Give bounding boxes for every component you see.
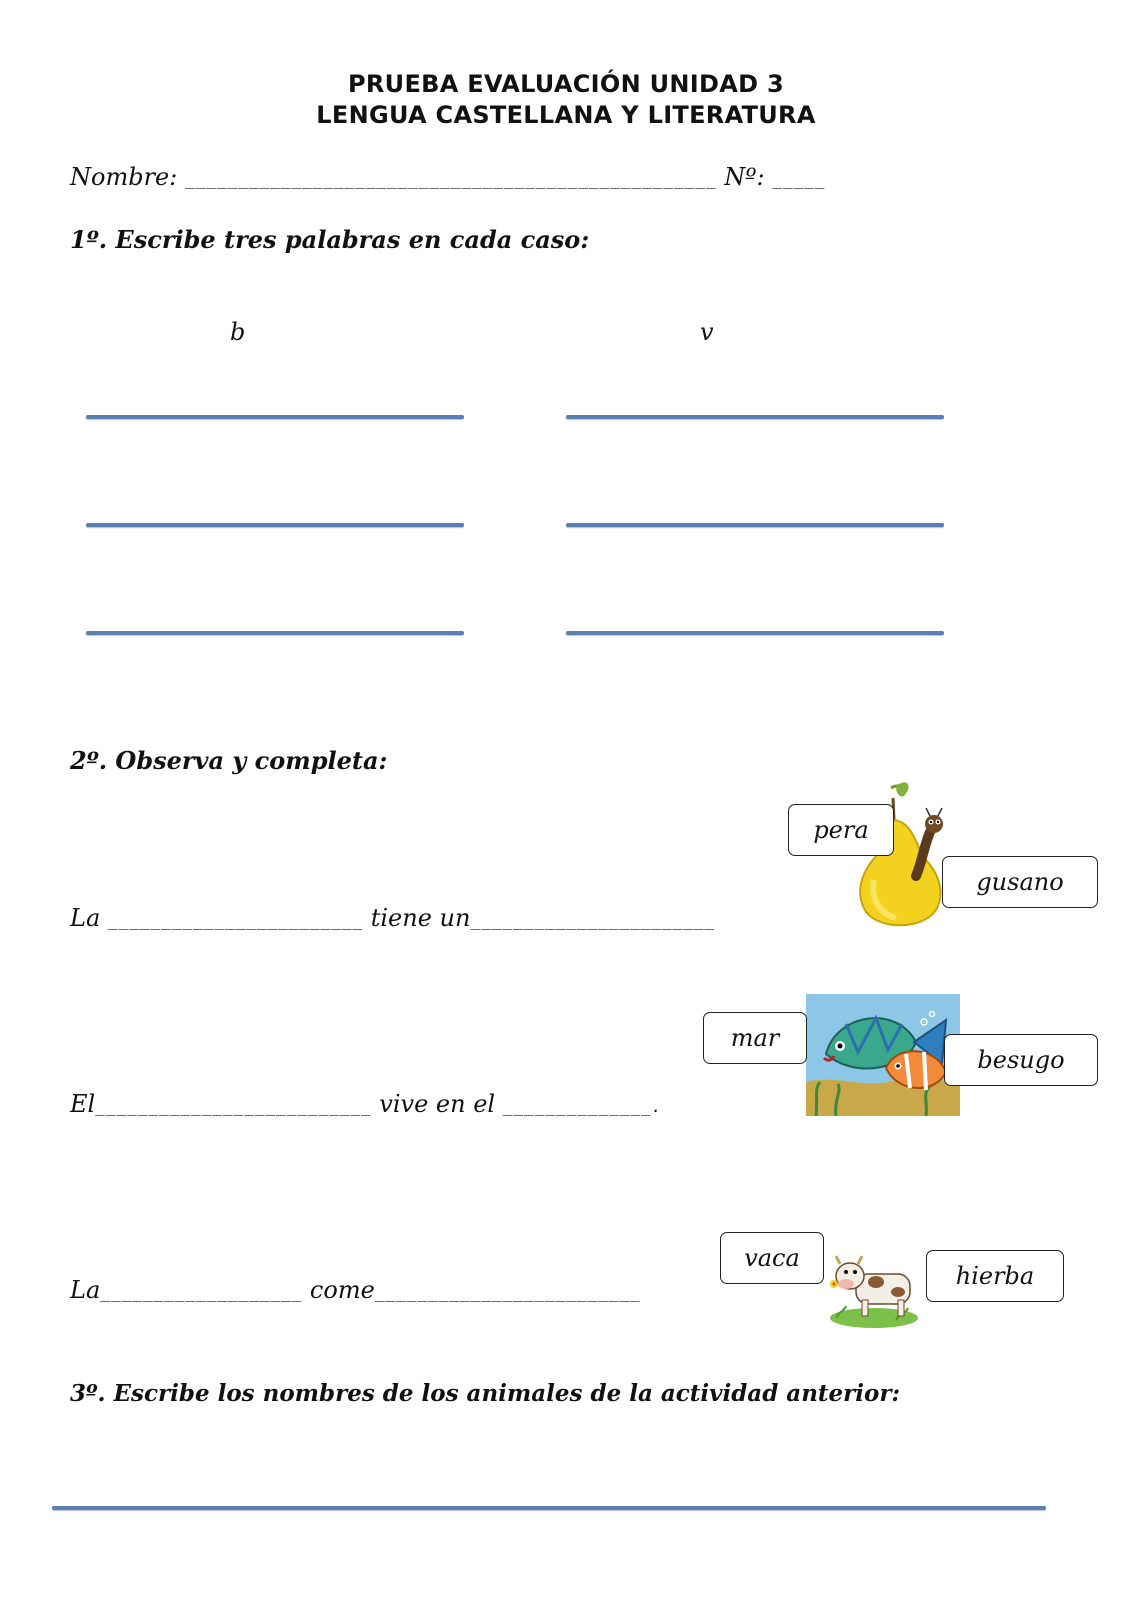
exercise3-prompt: 3º. Escribe los nombres de los animales de la actividad anterior:	[70, 1380, 900, 1407]
exercise1-prompt: 1º. Escribe tres palabras en cada caso:	[70, 225, 590, 254]
answer-line-b-2[interactable]	[86, 523, 464, 527]
word-box-vaca: vaca	[720, 1232, 824, 1284]
word-box-pera: pera	[788, 804, 894, 856]
answer-line-v-3[interactable]	[566, 631, 944, 635]
answer-line-exercise3[interactable]	[52, 1506, 1046, 1510]
page-title-line2: LENGUA CASTELLANA Y LITERATURA	[316, 101, 816, 129]
sentence-fish	[70, 1090, 662, 1118]
sentence-cow-start: La	[70, 1276, 101, 1304]
blank-cow-2[interactable]: _________________________	[374, 1283, 641, 1302]
letter-v-header: v	[700, 318, 714, 346]
name-blank[interactable]: __________________________________________________	[184, 170, 717, 189]
blank-fish-2[interactable]: ______________.	[502, 1097, 663, 1116]
answer-line-v-1[interactable]	[566, 415, 944, 419]
sentence-pear	[70, 904, 715, 932]
blank-cow-1[interactable]: ___________________	[100, 1283, 303, 1302]
name-label: Nombre:	[70, 163, 178, 191]
number-blank[interactable]: _____	[772, 170, 826, 189]
answer-line-v-2[interactable]	[566, 523, 944, 527]
word-box-gusano: gusano	[942, 856, 1098, 908]
word-box-mar: mar	[703, 1012, 807, 1064]
exercise2-prompt: 2º. Observa y completa:	[70, 746, 388, 775]
sentence-cow	[70, 1276, 641, 1304]
sentence-fish-start: El	[70, 1090, 96, 1118]
blank-fish-1[interactable]: __________________________	[95, 1097, 372, 1116]
cow-on-grass-icon	[826, 1240, 922, 1330]
word-box-hierba: hierba	[926, 1250, 1064, 1302]
sentence-pear-start: La	[70, 904, 101, 932]
sentence-cow-middle: come	[309, 1276, 375, 1304]
blank-pear-2[interactable]: _______________________	[470, 911, 716, 930]
word-box-besugo: besugo	[944, 1034, 1098, 1086]
answer-line-b-1[interactable]	[86, 415, 464, 419]
sentence-pear-middle: tiene un	[370, 904, 471, 932]
sentence-fish-middle: vive en el	[379, 1090, 496, 1118]
name-row	[70, 163, 825, 191]
answer-line-b-3[interactable]	[86, 631, 464, 635]
number-label: Nº:	[724, 163, 765, 191]
page-title-line1: PRUEBA EVALUACIÓN UNIDAD 3	[347, 70, 784, 98]
blank-pear-1[interactable]: ________________________	[107, 911, 364, 930]
letter-b-header: b	[230, 318, 246, 346]
fish-in-sea-icon	[806, 994, 960, 1116]
